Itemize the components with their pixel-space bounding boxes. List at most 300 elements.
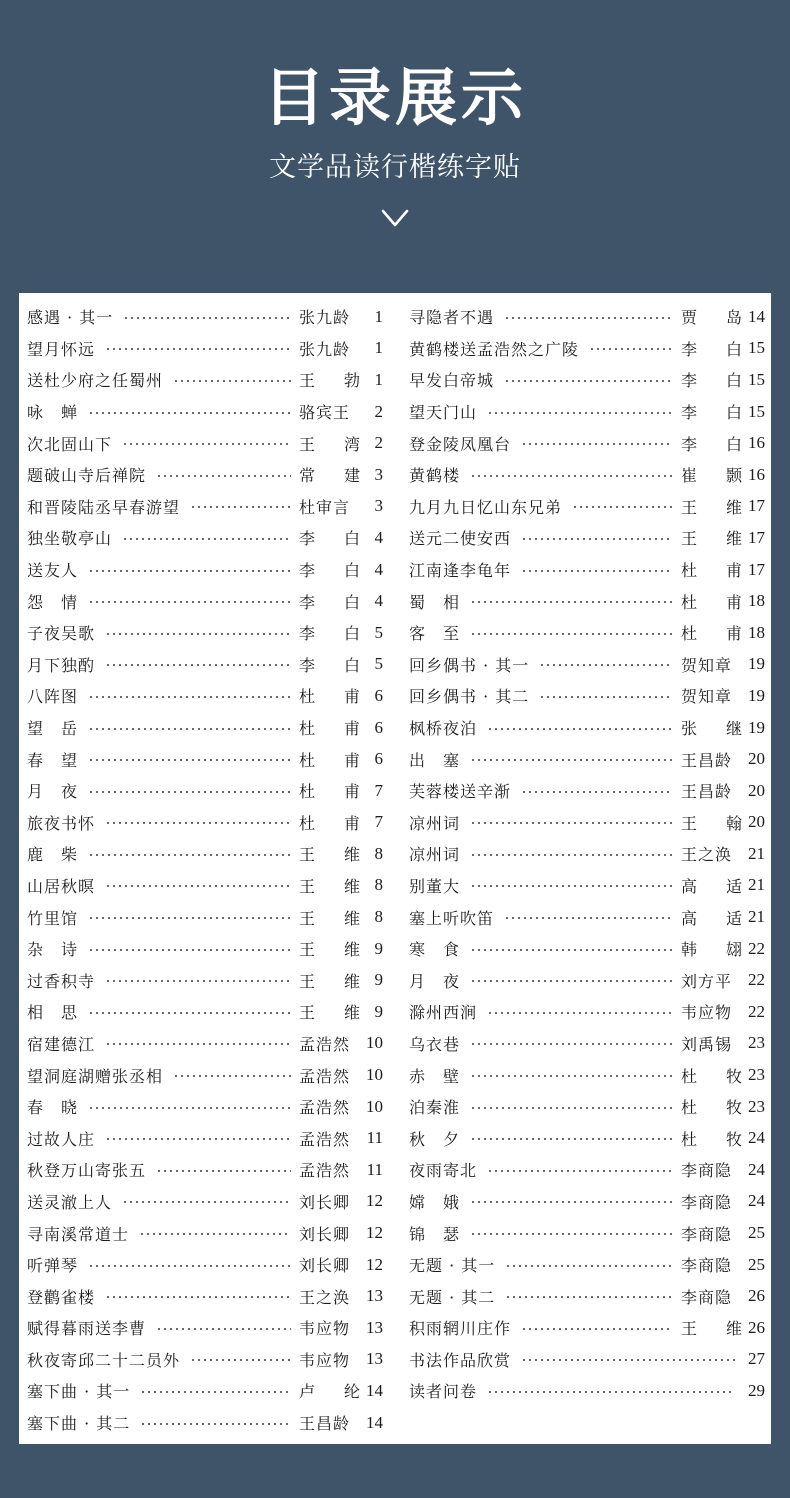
toc-entry-page: 24 bbox=[748, 1159, 765, 1179]
toc-entry bbox=[409, 1122, 765, 1154]
toc-entry-title: 赤 壁 bbox=[409, 1066, 461, 1086]
toc-entry-page: 11 bbox=[366, 1159, 383, 1179]
dot-leader bbox=[470, 980, 673, 982]
dot-leader bbox=[156, 1170, 291, 1172]
toc-entry-author: 孟浩然 bbox=[299, 1034, 351, 1054]
dot-leader bbox=[105, 885, 291, 887]
toc-entry-page: 4 bbox=[374, 559, 383, 579]
toc-entry-page: 17 bbox=[748, 559, 765, 579]
toc-entry bbox=[27, 712, 383, 744]
toc-entry bbox=[409, 964, 765, 996]
toc-entry-page: 1 bbox=[374, 369, 383, 389]
toc-entry-author: 李 白 bbox=[299, 592, 361, 612]
toc-entry-title: 塞下曲 · 其二 bbox=[27, 1414, 131, 1434]
toc-entry-author: 李 白 bbox=[299, 561, 361, 581]
toc-entry-page: 16 bbox=[748, 433, 765, 453]
dot-leader bbox=[88, 949, 291, 951]
page-subtitle: 文学品读行楷练字贴 bbox=[269, 152, 521, 183]
toc-entry bbox=[27, 807, 383, 839]
toc-entry-title: 蜀 相 bbox=[409, 592, 461, 612]
toc-entry-title: 竹里馆 bbox=[27, 908, 79, 928]
toc-entry-author: 李商隐 bbox=[681, 1161, 733, 1181]
toc-entry-page: 18 bbox=[748, 591, 765, 611]
toc-entry-title: 怨 情 bbox=[27, 592, 79, 612]
page-title: 目录展示 bbox=[262, 61, 527, 134]
toc-entry-author: 韦应物 bbox=[299, 1319, 351, 1339]
dot-leader bbox=[122, 1201, 291, 1203]
toc-entry-page: 21 bbox=[748, 907, 765, 927]
toc-entry-page: 20 bbox=[748, 749, 765, 769]
toc-entry-title: 听弹琴 bbox=[27, 1256, 79, 1276]
dot-leader bbox=[88, 1265, 291, 1267]
dot-leader bbox=[470, 1233, 673, 1235]
dot-leader bbox=[88, 412, 291, 414]
toc-entry-author: 王之涣 bbox=[681, 845, 733, 865]
toc-entry-author: 刘长卿 bbox=[299, 1192, 351, 1212]
toc-entry-page: 4 bbox=[374, 591, 383, 611]
toc-entry-title: 寻南溪常道士 bbox=[27, 1224, 130, 1244]
toc-entry-page: 3 bbox=[374, 464, 383, 484]
toc-entry-title: 咏 蝉 bbox=[27, 403, 79, 423]
toc-entry-page: 19 bbox=[748, 654, 765, 674]
toc-entry-title: 八阵图 bbox=[27, 687, 79, 707]
dot-leader bbox=[487, 1391, 735, 1393]
toc-entry-page: 18 bbox=[748, 622, 765, 642]
toc-entry-title: 秋夜寄邱二十二员外 bbox=[27, 1350, 181, 1370]
toc-entry bbox=[27, 1186, 383, 1218]
toc-panel bbox=[19, 293, 771, 1444]
toc-entry-page: 22 bbox=[748, 938, 765, 958]
toc-entry bbox=[409, 996, 765, 1028]
toc-column-left bbox=[27, 301, 383, 1438]
dot-leader bbox=[470, 633, 673, 635]
toc-entry-author: 李 白 bbox=[681, 339, 743, 359]
toc-entry bbox=[27, 396, 383, 428]
toc-entry-author: 王 维 bbox=[681, 497, 743, 517]
toc-entry-author: 杜 甫 bbox=[681, 561, 743, 581]
dot-leader bbox=[470, 601, 673, 603]
toc-entry bbox=[27, 901, 383, 933]
toc-entry bbox=[27, 1028, 383, 1060]
toc-entry bbox=[27, 1407, 383, 1439]
dot-leader bbox=[470, 1107, 673, 1109]
toc-entry-author: 李 白 bbox=[681, 434, 743, 454]
toc-entry-page: 15 bbox=[748, 338, 765, 358]
toc-entry-title: 登鹳雀楼 bbox=[27, 1287, 96, 1307]
dot-leader bbox=[105, 664, 291, 666]
toc-entry bbox=[27, 964, 383, 996]
toc-entry-title: 春 望 bbox=[27, 750, 79, 770]
toc-entry-page: 5 bbox=[374, 622, 383, 642]
toc-entry-page: 21 bbox=[748, 875, 765, 895]
toc-entry-title: 望月怀远 bbox=[27, 339, 96, 359]
toc-entry bbox=[409, 554, 765, 586]
toc-entry-page: 6 bbox=[374, 749, 383, 769]
toc-entry bbox=[27, 933, 383, 965]
dot-leader bbox=[470, 1075, 673, 1077]
toc-entry-author: 孟浩然 bbox=[299, 1161, 351, 1181]
toc-entry-author: 贺知章 bbox=[681, 655, 733, 675]
toc-entry bbox=[409, 1154, 765, 1186]
toc-entry-title: 次北固山下 bbox=[27, 434, 113, 454]
toc-entry-page: 20 bbox=[748, 812, 765, 832]
toc-entry-author: 贺知章 bbox=[681, 687, 733, 707]
toc-entry-author: 孟浩然 bbox=[299, 1129, 351, 1149]
toc-entry-author: 高 适 bbox=[681, 908, 743, 928]
dot-leader bbox=[122, 443, 291, 445]
toc-entry-title: 凉州词 bbox=[409, 845, 461, 865]
dot-leader bbox=[521, 1359, 735, 1361]
dot-leader bbox=[122, 538, 291, 540]
toc-entry-title: 出 塞 bbox=[409, 750, 461, 770]
dot-leader bbox=[470, 1043, 673, 1045]
toc-entry bbox=[409, 933, 765, 965]
toc-entry-page: 8 bbox=[374, 907, 383, 927]
toc-entry-page: 10 bbox=[366, 1065, 383, 1085]
dot-leader bbox=[156, 475, 291, 477]
dot-leader bbox=[487, 1170, 673, 1172]
toc-entry-author: 杜审言 bbox=[299, 497, 351, 517]
toc-entry bbox=[27, 838, 383, 870]
dot-leader bbox=[470, 1138, 673, 1140]
toc-entry-title: 客 至 bbox=[409, 624, 461, 644]
toc-entry-author: 王之涣 bbox=[299, 1287, 351, 1307]
toc-entry-page: 19 bbox=[748, 717, 765, 737]
toc-entry-author: 孟浩然 bbox=[299, 1098, 351, 1118]
toc-entry-page: 14 bbox=[366, 1380, 383, 1400]
toc-entry-page: 22 bbox=[748, 970, 765, 990]
toc-entry bbox=[409, 743, 765, 775]
toc-column-right bbox=[409, 301, 765, 1407]
toc-entry bbox=[409, 522, 765, 554]
toc-entry bbox=[27, 870, 383, 902]
dot-leader bbox=[140, 1391, 291, 1393]
toc-entry-title: 夜雨寄北 bbox=[409, 1161, 478, 1181]
toc-entry-page: 23 bbox=[748, 1096, 765, 1116]
dot-leader bbox=[88, 917, 291, 919]
dot-leader bbox=[504, 917, 673, 919]
toc-entry bbox=[27, 1154, 383, 1186]
dot-leader bbox=[123, 317, 291, 319]
toc-entry-author: 杜 甫 bbox=[299, 750, 361, 770]
dot-leader bbox=[504, 380, 673, 382]
toc-entry-author: 王 湾 bbox=[299, 434, 361, 454]
toc-entry bbox=[27, 1375, 383, 1407]
toc-entry-title: 望天门山 bbox=[409, 403, 478, 423]
toc-entry-author: 王 维 bbox=[299, 940, 361, 960]
toc-entry bbox=[27, 649, 383, 681]
toc-entry-title: 寒 食 bbox=[409, 940, 461, 960]
toc-entry-page: 7 bbox=[374, 812, 383, 832]
toc-entry-author: 杜 甫 bbox=[299, 719, 361, 739]
toc-entry-page: 8 bbox=[374, 875, 383, 895]
toc-entry-page: 7 bbox=[374, 780, 383, 800]
toc-entry-author: 杜 甫 bbox=[681, 592, 743, 612]
toc-entry-author: 刘长卿 bbox=[299, 1256, 351, 1276]
toc-entry-title: 回乡偶书 · 其二 bbox=[409, 687, 530, 707]
toc-entry-page: 20 bbox=[748, 780, 765, 800]
toc-entry-author: 李 白 bbox=[299, 529, 361, 549]
toc-entry bbox=[409, 1280, 765, 1312]
toc-entry-title: 宿建德江 bbox=[27, 1034, 96, 1054]
toc-entry bbox=[409, 491, 765, 523]
toc-entry-author: 骆宾王 bbox=[299, 403, 351, 423]
toc-entry-page: 6 bbox=[374, 685, 383, 705]
toc-entry-page: 22 bbox=[748, 1001, 765, 1021]
toc-entry-author: 李商隐 bbox=[681, 1192, 733, 1212]
toc-entry-page: 5 bbox=[374, 654, 383, 674]
toc-entry bbox=[409, 1186, 765, 1218]
dot-leader bbox=[190, 506, 291, 508]
toc-entry bbox=[409, 1344, 765, 1376]
dot-leader bbox=[173, 380, 291, 382]
dot-leader bbox=[156, 1328, 291, 1330]
dot-leader bbox=[88, 791, 291, 793]
dot-leader bbox=[572, 506, 673, 508]
toc-entry-author: 王 维 bbox=[299, 876, 361, 896]
toc-entry-title: 子夜吴歌 bbox=[27, 624, 96, 644]
toc-entry bbox=[27, 459, 383, 491]
toc-entry-page: 25 bbox=[748, 1223, 765, 1243]
toc-entry bbox=[409, 1028, 765, 1060]
dot-leader bbox=[105, 1043, 291, 1045]
toc-entry-title: 送灵澈上人 bbox=[27, 1192, 113, 1212]
dot-leader bbox=[487, 728, 673, 730]
toc-entry-title: 枫桥夜泊 bbox=[409, 719, 478, 739]
toc-entry-author: 李商隐 bbox=[681, 1224, 733, 1244]
toc-entry-page: 13 bbox=[366, 1349, 383, 1369]
toc-entry-page: 3 bbox=[374, 496, 383, 516]
toc-entry-title: 独坐敬亭山 bbox=[27, 529, 113, 549]
toc-entry-author: 王昌龄 bbox=[299, 1414, 351, 1434]
toc-entry bbox=[27, 1312, 383, 1344]
dot-leader bbox=[140, 1423, 291, 1425]
toc-entry bbox=[27, 1059, 383, 1091]
toc-entry-title: 别董大 bbox=[409, 876, 461, 896]
toc-entry bbox=[409, 712, 765, 744]
dot-leader bbox=[589, 348, 673, 350]
toc-entry bbox=[409, 901, 765, 933]
toc-entry-author: 王 维 bbox=[299, 845, 361, 865]
toc-entry-author: 贾 岛 bbox=[681, 308, 743, 328]
chevron-down-icon bbox=[375, 204, 415, 232]
toc-entry bbox=[409, 680, 765, 712]
dot-leader bbox=[88, 570, 291, 572]
toc-entry-page: 9 bbox=[374, 1001, 383, 1021]
toc-entry-title: 塞上听吹笛 bbox=[409, 908, 495, 928]
toc-entry-title: 秋登万山寄张五 bbox=[27, 1161, 147, 1181]
toc-entry-page: 13 bbox=[366, 1317, 383, 1337]
toc-entry bbox=[409, 1249, 765, 1281]
toc-entry bbox=[27, 1122, 383, 1154]
toc-entry-title: 积雨辋川庄作 bbox=[409, 1319, 512, 1339]
toc-entry-title: 相 思 bbox=[27, 1003, 79, 1023]
toc-entry-title: 黄鹤楼送孟浩然之广陵 bbox=[409, 339, 580, 359]
toc-entry-title: 江南逢李龟年 bbox=[409, 561, 512, 581]
toc-entry-title: 无题 · 其一 bbox=[409, 1256, 496, 1276]
toc-entry-title: 寻隐者不遇 bbox=[409, 308, 495, 328]
toc-entry-page: 1 bbox=[374, 338, 383, 358]
toc-entry-page: 10 bbox=[366, 1033, 383, 1053]
toc-entry-author: 张九龄 bbox=[299, 308, 351, 328]
toc-entry-author: 李商隐 bbox=[681, 1287, 733, 1307]
toc-entry-page: 19 bbox=[748, 685, 765, 705]
dot-leader bbox=[173, 1075, 291, 1077]
toc-entry bbox=[27, 996, 383, 1028]
toc-entry-title: 读者问卷 bbox=[409, 1382, 478, 1402]
toc-entry bbox=[409, 807, 765, 839]
toc-entry bbox=[27, 554, 383, 586]
toc-entry bbox=[409, 1217, 765, 1249]
toc-entry-page: 29 bbox=[748, 1380, 765, 1400]
toc-entry-page: 2 bbox=[374, 401, 383, 421]
toc-entry-page: 16 bbox=[748, 464, 765, 484]
dot-leader bbox=[88, 601, 291, 603]
toc-entry-title: 感遇 · 其一 bbox=[27, 308, 114, 328]
toc-entry-author: 崔 颢 bbox=[681, 466, 743, 486]
toc-entry bbox=[409, 301, 765, 333]
dot-leader bbox=[470, 822, 673, 824]
dot-leader bbox=[470, 759, 673, 761]
dot-leader bbox=[190, 1359, 291, 1361]
toc-entry-title: 回乡偶书 · 其一 bbox=[409, 655, 530, 675]
toc-entry-page: 2 bbox=[374, 433, 383, 453]
toc-entry-author: 李 白 bbox=[299, 655, 361, 675]
toc-entry bbox=[409, 333, 765, 365]
toc-entry-title: 滁州西涧 bbox=[409, 1003, 478, 1023]
dot-leader bbox=[88, 728, 291, 730]
toc-entry bbox=[27, 1091, 383, 1123]
toc-entry bbox=[27, 364, 383, 396]
toc-entry-author: 王 勃 bbox=[299, 371, 361, 391]
toc-entry-title: 书法作品欣赏 bbox=[409, 1350, 512, 1370]
toc-entry-title: 望洞庭湖赠张丞相 bbox=[27, 1066, 164, 1086]
toc-entry-title: 过香积寺 bbox=[27, 971, 96, 991]
toc-entry bbox=[27, 1217, 383, 1249]
toc-entry bbox=[409, 617, 765, 649]
dot-leader bbox=[521, 538, 673, 540]
dot-leader bbox=[521, 570, 673, 572]
dot-leader bbox=[521, 443, 673, 445]
toc-entry-author: 李 白 bbox=[681, 403, 743, 423]
toc-entry-title: 赋得暮雨送李曹 bbox=[27, 1319, 147, 1339]
toc-entry-page: 24 bbox=[748, 1191, 765, 1211]
toc-entry bbox=[27, 522, 383, 554]
toc-entry-title: 旅夜书怀 bbox=[27, 813, 96, 833]
toc-entry-author: 韩 翃 bbox=[681, 940, 743, 960]
dot-leader bbox=[470, 949, 673, 951]
toc-entry-title: 和晋陵陆丞早春游望 bbox=[27, 497, 181, 517]
toc-entry-title: 芙蓉楼送辛渐 bbox=[409, 782, 512, 802]
toc-entry bbox=[409, 1091, 765, 1123]
toc-entry-page: 17 bbox=[748, 496, 765, 516]
toc-entry bbox=[409, 1375, 765, 1407]
toc-entry-author: 刘禹锡 bbox=[681, 1034, 733, 1054]
toc-entry bbox=[409, 775, 765, 807]
toc-entry-page: 12 bbox=[366, 1223, 383, 1243]
toc-entry-page: 17 bbox=[748, 527, 765, 547]
toc-entry-title: 凉州词 bbox=[409, 813, 461, 833]
toc-entry-author: 韦应物 bbox=[681, 1003, 733, 1023]
toc-entry-title: 送杜少府之任蜀州 bbox=[27, 371, 164, 391]
toc-entry-title: 早发白帝城 bbox=[409, 371, 495, 391]
dot-leader bbox=[88, 759, 291, 761]
toc-entry-page: 23 bbox=[748, 1065, 765, 1085]
toc-entry bbox=[27, 1344, 383, 1376]
toc-entry-author: 李商隐 bbox=[681, 1256, 733, 1276]
toc-entry-author: 王 维 bbox=[681, 1319, 743, 1339]
toc-entry-author: 刘方平 bbox=[681, 971, 733, 991]
dot-leader bbox=[470, 1201, 673, 1203]
dot-leader bbox=[139, 1233, 291, 1235]
toc-entry-author: 王昌龄 bbox=[681, 750, 733, 770]
toc-entry-page: 26 bbox=[748, 1286, 765, 1306]
toc-entry bbox=[409, 585, 765, 617]
toc-entry bbox=[27, 775, 383, 807]
dot-leader bbox=[88, 1107, 291, 1109]
dot-leader bbox=[487, 412, 673, 414]
toc-entry-page: 13 bbox=[366, 1286, 383, 1306]
toc-entry-author: 杜 甫 bbox=[681, 624, 743, 644]
toc-entry-author: 杜 甫 bbox=[299, 813, 361, 833]
toc-entry-author: 张 继 bbox=[681, 719, 743, 739]
dot-leader bbox=[505, 1296, 673, 1298]
toc-entry-page: 1 bbox=[374, 306, 383, 326]
toc-entry-page: 15 bbox=[748, 369, 765, 389]
dot-leader bbox=[521, 1328, 673, 1330]
toc-entry-page: 4 bbox=[374, 527, 383, 547]
dot-leader bbox=[470, 885, 673, 887]
dot-leader bbox=[105, 348, 291, 350]
toc-entry-page: 14 bbox=[748, 306, 765, 326]
dot-leader bbox=[88, 696, 291, 698]
toc-entry bbox=[409, 870, 765, 902]
toc-entry bbox=[27, 680, 383, 712]
toc-entry-author: 王 翰 bbox=[681, 813, 743, 833]
toc-entry bbox=[409, 1312, 765, 1344]
toc-entry-title: 月 夜 bbox=[409, 971, 461, 991]
toc-entry bbox=[409, 838, 765, 870]
toc-entry bbox=[27, 333, 383, 365]
dot-leader bbox=[504, 317, 673, 319]
toc-entry-title: 山居秋暝 bbox=[27, 876, 96, 896]
toc-entry-title: 锦 瑟 bbox=[409, 1224, 461, 1244]
toc-entry-title: 过故人庄 bbox=[27, 1129, 96, 1149]
toc-entry-author: 李 白 bbox=[681, 371, 743, 391]
dot-leader bbox=[470, 475, 673, 477]
toc-entry-title: 黄鹤楼 bbox=[409, 466, 461, 486]
toc-entry-author: 孟浩然 bbox=[299, 1066, 351, 1086]
toc-entry-author: 王昌龄 bbox=[681, 782, 733, 802]
toc-entry-author: 常 建 bbox=[299, 466, 361, 486]
dot-leader bbox=[539, 664, 673, 666]
toc-entry-title: 月 夜 bbox=[27, 782, 79, 802]
toc-entry-page: 25 bbox=[748, 1254, 765, 1274]
toc-entry-author: 王 维 bbox=[299, 908, 361, 928]
dot-leader bbox=[105, 1138, 291, 1140]
toc-entry-page: 12 bbox=[366, 1191, 383, 1211]
toc-entry-author: 李 白 bbox=[299, 624, 361, 644]
toc-entry-title: 送友人 bbox=[27, 561, 79, 581]
toc-entry bbox=[409, 364, 765, 396]
toc-entry-author: 王 维 bbox=[299, 1003, 361, 1023]
toc-entry-author: 张九龄 bbox=[299, 339, 351, 359]
toc-entry bbox=[27, 491, 383, 523]
toc-entry-title: 送元二使安西 bbox=[409, 529, 512, 549]
toc-entry bbox=[27, 1280, 383, 1312]
toc-entry-title: 乌衣巷 bbox=[409, 1034, 461, 1054]
toc-entry-page: 24 bbox=[748, 1128, 765, 1148]
